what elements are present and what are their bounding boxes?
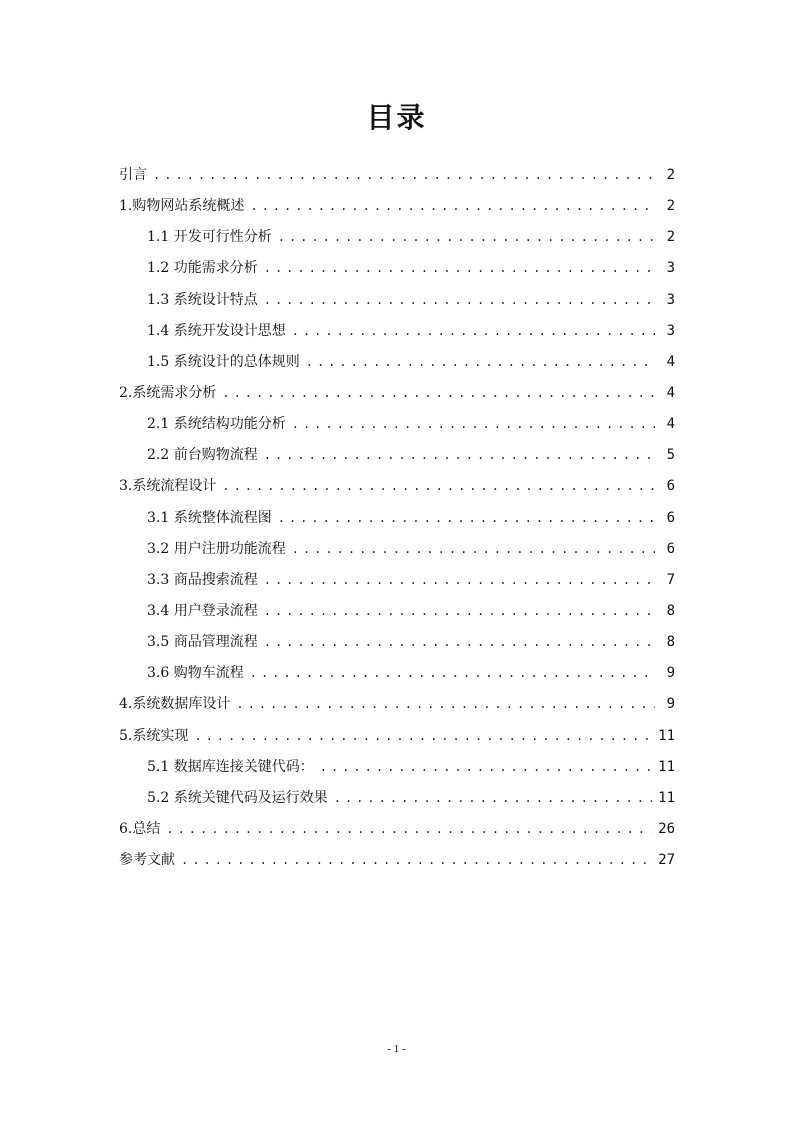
toc-entry-label: 5.1 数据库连接关键代码： (147, 758, 314, 775)
toc-entry-label: 1.3 系统设计特点 (147, 291, 258, 308)
toc-leader-dots (306, 347, 655, 378)
toc-leader-dots (250, 191, 655, 222)
toc-entry-page: 4 (666, 353, 675, 370)
toc-leader-dots (278, 222, 655, 253)
toc-entry-label: 1.1 开发可行性分析 (147, 229, 272, 246)
toc-leader-dots (278, 503, 655, 534)
toc-entry-page: 26 (658, 820, 675, 837)
toc-leader-dots (153, 160, 655, 191)
toc-subentry[interactable] (119, 534, 675, 565)
toc-entry-page: 5 (666, 447, 675, 464)
toc-entry-label: 3.1 系统整体流程图 (147, 509, 272, 526)
toc-entry-label: 5.系统实现 (119, 727, 189, 744)
toc-entry-page: 27 (658, 852, 675, 869)
toc-leader-dots (264, 440, 655, 471)
table-of-contents (119, 160, 675, 876)
page-number-footer: - 1 - (387, 1043, 406, 1055)
toc-entry[interactable] (119, 191, 675, 222)
toc-entry-label: 4.系统数据库设计 (119, 696, 231, 713)
toc-entry-label: 1.购物网站系统概述 (119, 198, 245, 215)
toc-entry-page: 11 (658, 789, 675, 806)
toc-entry-page: 6 (666, 509, 675, 526)
toc-entry-label: 2.2 前台购物流程 (147, 447, 258, 464)
toc-entry-label: 3.3 商品搜索流程 (147, 571, 258, 588)
toc-entry[interactable] (119, 845, 675, 876)
toc-leader-dots (264, 565, 655, 596)
toc-entry-label: 引言 (119, 167, 147, 183)
toc-subentry[interactable] (119, 627, 675, 658)
toc-subentry[interactable] (119, 285, 675, 316)
toc-subentry[interactable] (119, 347, 675, 378)
toc-entry-page: 2 (666, 198, 675, 215)
toc-subentry[interactable] (119, 409, 675, 440)
toc-entry-label: 3.4 用户登录流程 (147, 602, 258, 619)
toc-entry-page: 9 (666, 665, 675, 682)
toc-leader-dots (292, 534, 655, 565)
toc-leader-dots (250, 658, 655, 689)
toc-subentry[interactable] (119, 440, 675, 471)
toc-subentry[interactable] (119, 565, 675, 596)
toc-leader-dots (181, 845, 652, 876)
toc-entry-page: 6 (666, 478, 675, 495)
toc-subentry[interactable] (119, 253, 675, 284)
toc-entry-page: 3 (666, 322, 675, 339)
toc-leader-dots (236, 689, 655, 720)
toc-leader-dots (292, 409, 655, 440)
toc-subentry[interactable] (119, 658, 675, 689)
toc-entry-page: 8 (666, 634, 675, 651)
toc-entry-page: 7 (666, 571, 675, 588)
toc-entry-page: 8 (666, 602, 675, 619)
toc-entry[interactable] (119, 721, 675, 752)
toc-entry-page: 2 (666, 229, 675, 246)
toc-leader-dots (264, 253, 655, 284)
toc-entry[interactable] (119, 378, 675, 409)
toc-entry[interactable] (119, 689, 675, 720)
toc-entry-page: 6 (666, 540, 675, 557)
toc-entry[interactable] (119, 814, 675, 845)
toc-leader-dots (222, 378, 655, 409)
toc-entry-page: 9 (666, 696, 675, 713)
toc-leader-dots (166, 814, 652, 845)
toc-entry[interactable] (119, 471, 675, 502)
toc-entry-page: 2 (666, 167, 675, 183)
toc-entry-page: 3 (666, 291, 675, 308)
toc-entry-page: 11 (658, 727, 675, 744)
toc-entry-label: 5.2 系统关键代码及运行效果 (147, 789, 328, 806)
toc-entry-label: 2.系统需求分析 (119, 384, 217, 401)
toc-leader-dots (264, 285, 655, 316)
toc-leader-dots (292, 316, 655, 347)
toc-entry-label: 1.4 系统开发设计思想 (147, 322, 286, 339)
toc-leader-dots (264, 596, 655, 627)
toc-entry-label: 2.1 系统结构功能分析 (147, 416, 286, 433)
toc-entry-label: 3.5 商品管理流程 (147, 634, 258, 651)
toc-entry[interactable] (119, 160, 675, 191)
toc-subentry[interactable] (119, 752, 675, 783)
toc-entry-label: 6.总结 (119, 820, 161, 837)
toc-leader-dots (334, 783, 652, 814)
toc-entry-page: 4 (666, 416, 675, 433)
toc-leader-dots (222, 471, 655, 502)
toc-entry-label: 参考文献 (119, 852, 175, 869)
page-title: 目录 (366, 101, 427, 134)
toc-entry-page: 11 (658, 758, 675, 775)
toc-entry-label: 1.5 系统设计的总体规则 (147, 353, 300, 370)
toc-entry-page: 3 (666, 260, 675, 277)
toc-entry-page: 4 (666, 384, 675, 401)
toc-leader-dots (194, 721, 652, 752)
toc-leader-dots (264, 627, 655, 658)
toc-subentry[interactable] (119, 503, 675, 534)
toc-entry-label: 1.2 功能需求分析 (147, 260, 258, 277)
toc-subentry[interactable] (119, 596, 675, 627)
toc-entry-label: 3.2 用户注册功能流程 (147, 540, 286, 557)
toc-entry-label: 3.系统流程设计 (119, 478, 217, 495)
toc-subentry[interactable] (119, 316, 675, 347)
toc-subentry[interactable] (119, 222, 675, 253)
toc-subentry[interactable] (119, 783, 675, 814)
toc-entry-label: 3.6 购物车流程 (147, 665, 244, 682)
toc-leader-dots (320, 752, 652, 783)
